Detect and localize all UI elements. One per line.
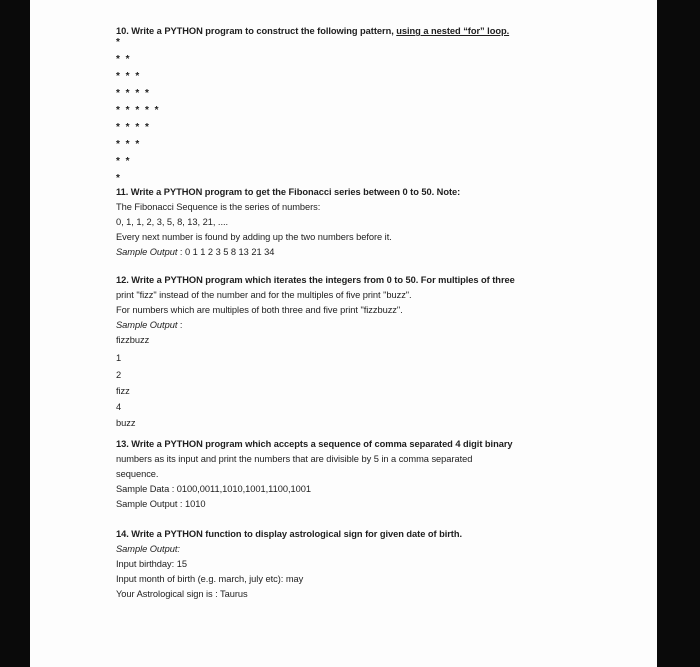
q12-output-line: 1 <box>116 353 122 363</box>
q12-line-2: print "fizz" instead of the number and for the multiples of five print "buzz". <box>116 290 412 300</box>
pattern-row-5: * * * * * <box>116 105 161 116</box>
q12-sample-colon: : <box>177 320 183 330</box>
q12-output-line: 4 <box>116 402 122 412</box>
q13-line-3: sequence. <box>116 469 159 479</box>
q14-line-5: Your Astrological sign is : Taurus <box>116 589 248 599</box>
q12-line-3: For numbers which are multiples of both three and five print "fizzbuzz". <box>116 305 403 315</box>
q11-sample-value: : 0 1 1 2 3 5 8 13 21 34 <box>177 247 275 257</box>
q14-line-1: 14. Write a PYTHON function to display astrological sign for given date of birth. <box>116 529 463 539</box>
pattern-row-4: * * * * <box>116 88 151 99</box>
pattern-row-1: * <box>116 37 122 48</box>
q11-sample-output <box>116 246 274 258</box>
q12-line-1: 12. Write a PYTHON program which iterates the integers from 0 to 50. For multiples of three <box>116 275 515 285</box>
q14-line-4: Input month of birth (e.g. march, july etc): may <box>116 574 304 584</box>
pattern-row-2: * * <box>116 54 132 65</box>
q13-sample-output: Sample Output : 1010 <box>116 499 206 509</box>
q12-sample-output <box>116 319 182 331</box>
q14-sample-label: Sample Output: <box>116 544 180 554</box>
pattern-row-9: * <box>116 173 122 184</box>
q11-line-2: The Fibonacci Sequence is the series of numbers: <box>116 202 321 212</box>
q13-sample-data: Sample Data : 0100,0011,1010,1001,1100,1001 <box>116 484 311 494</box>
q11-line-3: 0, 1, 1, 2, 3, 5, 8, 13, 21, .... <box>116 217 229 227</box>
q14-line-3: Input birthday: 15 <box>116 559 187 569</box>
pattern-row-6: * * * * <box>116 122 151 133</box>
q12-output-line: 2 <box>116 370 122 380</box>
right-black-border <box>657 0 700 667</box>
q10-text: 10. Write a PYTHON program to construct the following pattern, <box>116 26 397 36</box>
q12-output-line: fizzbuzz <box>116 335 150 345</box>
q11-line-4: Every next number is found by adding up the two numbers before it. <box>116 232 392 242</box>
q12-output-line: buzz <box>116 418 136 428</box>
left-black-border <box>0 0 30 667</box>
q10-underlined-text: using a nested “for” loop. <box>396 26 510 36</box>
q11-sample-label: Sample Output <box>116 247 178 257</box>
q12-sample-label: Sample Output <box>116 320 178 330</box>
q12-output-line: fizz <box>116 386 130 396</box>
q13-line-2: numbers as its input and print the numbers that are divisible by 5 in a comma separated <box>116 454 473 464</box>
q10-title <box>116 25 509 37</box>
pattern-row-3: * * * <box>116 71 141 82</box>
pattern-row-8: * * <box>116 156 132 167</box>
pattern-row-7: * * * <box>116 139 141 150</box>
q11-title: 11. Write a PYTHON program to get the Fibonacci series between 0 to 50. Note: <box>116 187 461 197</box>
q13-line-1: 13. Write a PYTHON program which accepts a sequence of comma separated 4 digit binary <box>116 439 513 449</box>
